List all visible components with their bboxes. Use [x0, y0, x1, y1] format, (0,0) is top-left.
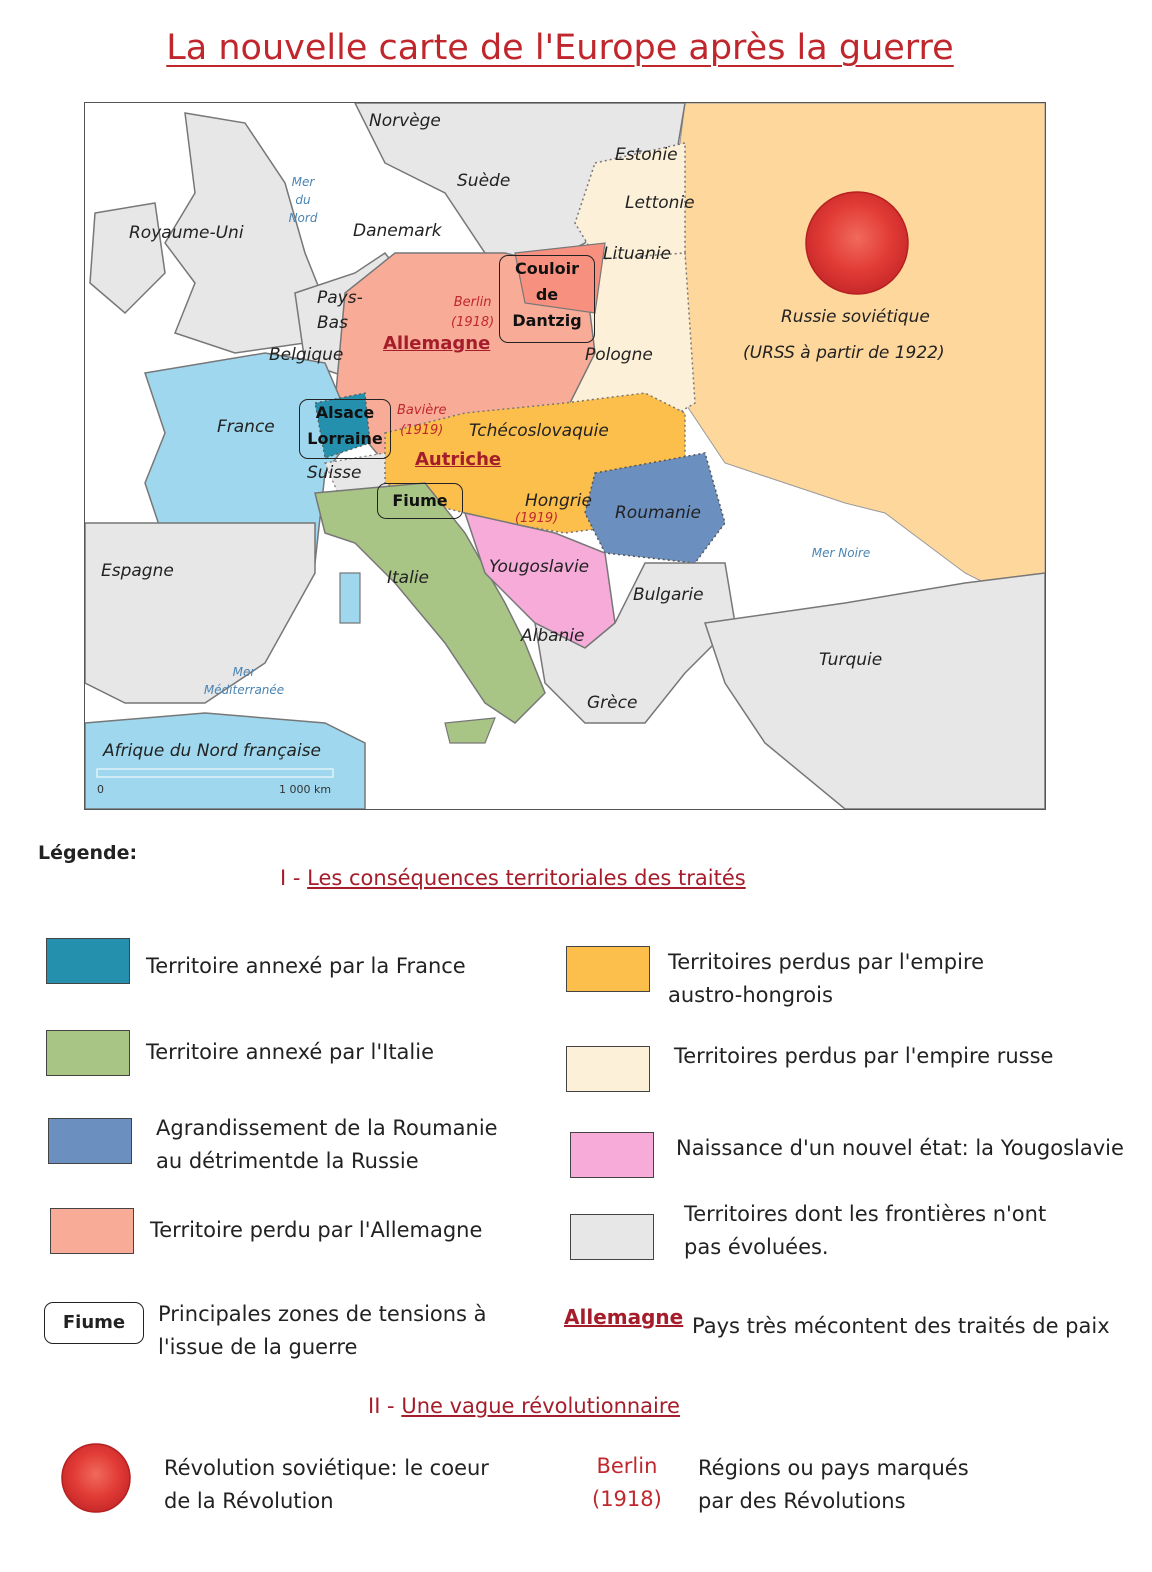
legend-section-1 — [280, 866, 746, 890]
swatch-russe — [566, 1046, 650, 1092]
label-hongrie-revolution: (1919) — [515, 511, 559, 526]
section-1-title: Les conséquences territoriales des traités — [307, 866, 746, 890]
label-norvege: Norvège — [369, 111, 441, 131]
revolution-sun-map — [806, 192, 908, 294]
couloir-line-1: Couloir — [515, 259, 579, 278]
label-danemark: Danemark — [353, 221, 442, 241]
legend-regions-line-1: Régions ou pays marqués — [698, 1456, 969, 1480]
legend-allemagne: Territoire perdu par l'Allemagne — [150, 1218, 483, 1242]
legend-roumanie-line-1: Agrandissement de la Roumanie — [156, 1116, 498, 1140]
legend-mecontent-key: Allemagne — [564, 1305, 684, 1329]
label-roumanie: Roumanie — [615, 503, 701, 523]
swatch-italie — [46, 1030, 130, 1076]
legend-france: Territoire annexé par la France — [146, 954, 466, 978]
map-drawing — [85, 103, 1045, 809]
label-france: France — [217, 417, 275, 437]
section-2-prefix: II - — [368, 1394, 402, 1418]
couloir-line-3: Dantzig — [512, 311, 582, 330]
label-espagne: Espagne — [101, 561, 174, 581]
label-yougoslavie: Yougoslavie — [489, 557, 590, 577]
legend-regions — [698, 1452, 969, 1518]
scale-bar — [97, 769, 333, 777]
legend-revolution-line-2: de la Révolution — [164, 1489, 334, 1513]
legend-tension — [158, 1298, 487, 1364]
legend-roumanie-line-2: au détrimentde la Russie — [156, 1149, 419, 1173]
legend-autriche-hongrie — [668, 946, 984, 1012]
baviere-name: Bavière — [397, 403, 447, 418]
legend-yougoslavie: Naissance d'un nouvel état: la Yougoslavie — [676, 1136, 1124, 1160]
label-pologne: Pologne — [585, 345, 653, 365]
label-suisse: Suisse — [307, 463, 362, 483]
label-suede: Suède — [457, 171, 511, 191]
mer-nord-line-2: du — [295, 193, 311, 207]
label-mer-nord — [281, 173, 325, 227]
legend-inchanges — [684, 1198, 1046, 1264]
sardaigne-region — [340, 573, 360, 623]
legend-regions-line-2: par des Révolutions — [698, 1489, 906, 1513]
legend-autriche-line-1: Territoires perdus par l'empire — [668, 950, 985, 974]
legend-berlin-key — [592, 1450, 662, 1516]
label-autriche-mecontente: Autriche — [415, 449, 502, 470]
legend-autriche-line-2: austro-hongrois — [668, 983, 833, 1007]
label-pays-bas-2: Bas — [317, 313, 348, 333]
scale-zero: 0 — [97, 783, 104, 796]
label-grece: Grèce — [587, 693, 638, 713]
berlin-name: Berlin — [453, 295, 492, 310]
legend-berlin-key-line-1: Berlin — [596, 1454, 658, 1478]
tension-alsace-lorraine — [299, 399, 391, 459]
label-albanie: Albanie — [521, 626, 585, 646]
irlande-region — [90, 203, 165, 313]
mediterranee-line-1: Mer — [232, 665, 256, 679]
berlin-year: (1918) — [451, 315, 495, 330]
label-russie: Russie soviétique — [781, 307, 930, 327]
label-berlin-revolution — [451, 293, 494, 333]
legend-section-2 — [368, 1394, 680, 1418]
label-lettonie: Lettonie — [625, 193, 695, 213]
swatch-autriche-hongrie — [566, 946, 650, 992]
label-tchecoslovaquie: Tchécoslovaquie — [469, 421, 609, 441]
section-2-title: Une vague révolutionnaire — [401, 1394, 680, 1418]
couloir-line-2: de — [535, 285, 559, 304]
label-lituanie: Lituanie — [603, 244, 672, 264]
label-bulgarie: Bulgarie — [633, 585, 704, 605]
tension-couloir-dantzig — [499, 255, 595, 343]
label-belgique: Belgique — [269, 345, 344, 365]
baviere-year: (1919) — [400, 423, 444, 438]
legend-berlin-key-line-2: (1918) — [592, 1487, 662, 1511]
swatch-allemagne — [50, 1208, 134, 1254]
swatch-yougoslavie — [570, 1132, 654, 1178]
legend-tension-line-2: l'issue de la guerre — [158, 1335, 358, 1359]
label-mer-noire: Mer Noire — [811, 546, 871, 560]
label-italie: Italie — [387, 568, 430, 588]
swatch-roumanie — [48, 1118, 132, 1164]
scale-max: 1 000 km — [279, 783, 332, 796]
legend-russe: Territoires perdus par l'empire russe — [674, 1044, 1054, 1068]
label-hongrie: Hongrie — [525, 491, 592, 511]
label-allemagne-mecontente: Allemagne — [383, 333, 491, 354]
legend-revolution — [164, 1452, 489, 1518]
mer-nord-line-3: Nord — [288, 211, 318, 225]
alsace-line: Alsace — [315, 403, 375, 422]
lorraine-line: Lorraine — [307, 429, 383, 448]
legend-revolution-sun — [58, 1442, 134, 1514]
label-urss: (URSS à partir de 1922) — [743, 343, 945, 363]
turquie-region — [705, 573, 1045, 809]
tension-fiume: Fiume — [377, 483, 463, 519]
section-1-prefix: I - — [280, 866, 308, 890]
label-royaume-uni: Royaume-Uni — [129, 223, 244, 243]
legend-inchanges-line-2: pas évoluées. — [684, 1235, 829, 1259]
legend-tension-line-1: Principales zones de tensions à — [158, 1302, 487, 1326]
label-baviere-revolution — [397, 401, 447, 441]
label-turquie: Turquie — [819, 650, 883, 670]
label-estonie: Estonie — [615, 145, 678, 165]
legend-heading: Légende: — [38, 842, 138, 864]
label-pays-bas-1: Pays- — [317, 288, 363, 308]
legend-italie: Territoire annexé par l'Italie — [146, 1040, 435, 1064]
swatch-inchanges — [570, 1214, 654, 1260]
label-afrique-nord: Afrique du Nord française — [103, 741, 321, 761]
legend-tension-key: Fiume — [44, 1302, 144, 1344]
legend-roumanie — [156, 1112, 498, 1178]
label-mediterranee — [189, 663, 299, 699]
mer-nord-line-1: Mer — [291, 175, 315, 189]
swatch-france — [46, 938, 130, 984]
europe-map — [84, 102, 1046, 810]
page-title: La nouvelle carte de l'Europe après la guerre — [166, 28, 954, 68]
mediterranee-line-2: Méditerranée — [203, 683, 285, 697]
legend-revolution-line-1: Révolution soviétique: le coeur — [164, 1456, 489, 1480]
sicile-region — [445, 718, 495, 743]
legend-inchanges-line-1: Territoires dont les frontières n'ont — [684, 1202, 1047, 1226]
legend-mecontent: Pays très mécontent des traités de paix — [692, 1314, 1110, 1338]
